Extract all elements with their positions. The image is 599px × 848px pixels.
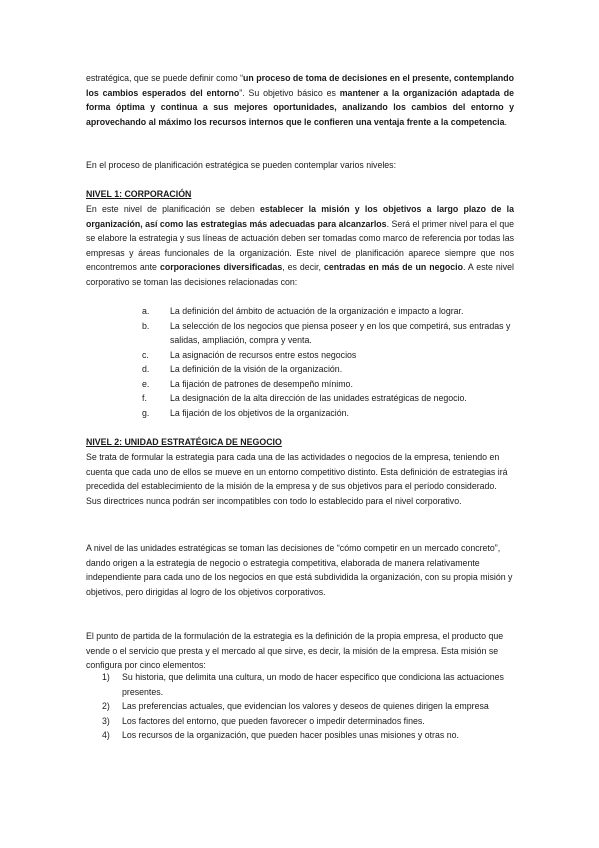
nivel2-paragraph-1: Se trata de formular la estrategia para cada una de las actividades o negocios de la empresa, teniendo en cuenta que cada uno de ellos se mueve en un entorno competitivo distinto. Esta definición de estrategias irá precedida del establecimiento de la misión de la empresa y de sus objetivos para el período considerado. Sus directrices nunca podrán ser incompatibles con todo lo establecido para el nivel corporativo. [86,452,508,506]
nivel2-paragraph-3: El punto de partida de la formulación de la estrategia es la definición de la propia empresa, el producto que vende o el servicio que presta y el mercado al que sirve, es decir, la misión de la empresa. Esta misión se configura por cinco elementos: [86,631,504,670]
list-item: f. La designación de la alta dirección de las unidades estratégicas de negocio. [142,393,467,403]
list-item: 3) Los factores del entorno, que pueden favorecer o impedir determinados fines. [102,715,425,726]
nivel1-decisions-list [142,304,514,420]
list-item: a. La definición del ámbito de actuación de la organización e impacto a lograr. [142,306,464,316]
nivel1-paragraph: En este nivel de planificación se deben establecer la misión y los objetivos a largo plazo de la organización, así como las estrategias más adecuadas para alcanzarlos. Será el primer nivel para el que se elabore la estrategia y sus líneas de actuación deben ser tomadas como marco de referencia por todas las empresas y áreas funcionales de la organización. Este nivel de planificación aparece siempre que nos encontremos ante corporaciones diversificadas, es decir, centradas en más de un negocio. A este nivel corporativo se toman las decisiones relacionadas con: [86,204,514,287]
intro-paragraph: estratégica, que se puede definir como “un proceso de toma de decisiones en el presente, contemplando los cambios esperados del entorno”. Su objetivo básico es mantener a la organización adaptada de forma óptima y continua a sus mejores oportunidades, analizando los cambios del entorno y aprovechando al máximo los recursos internos que le confieren una ventaja frente a la competencia. [86,73,514,127]
list-item: g. La fijación de los objetivos de la organización. [142,407,349,418]
list-item: e. La fijación de patrones de desempeño mínimo. [142,378,353,389]
levels-intro-paragraph: En el proceso de planificación estratégica se pueden contemplar varios niveles: [86,160,397,170]
nivel2-heading: NIVEL 2: UNIDAD ESTRATÉGICA DE NEGOCIO [86,437,282,447]
list-item: d. La definición de la visión de la organización. [142,364,343,374]
list-item: 1) Su historia, que delimita una cultura, un modo de hacer especifico que condiciona las actuaciones presentes. [102,672,504,697]
list-item: c. La asignación de recursos entre estos negocios [142,349,357,360]
list-item: 2) Las preferencias actuales, que evidencian los valores y deseos de quienes dirigen la empresa [102,701,489,711]
list-item: b. La selección de los negocios que piensa poseer y en los que competirá, sus entradas y salidas, ampliación, compra y venta. [142,320,511,345]
mission-elements-list [102,670,514,743]
nivel2-paragraph-2: A nivel de las unidades estratégicas se toman las decisiones de “cómo competir en un mercado concreto”, dando origen a la estrategia de negocio o estrategia competitiva, elaborada de manera relativamente independiente para cada uno de los negocios en que está subdividida la organización, con su propia misión y objetivos, pero dirigidas al logro de los objetivos corporativos. [86,543,513,597]
nivel1-heading: NIVEL 1: CORPORACIÓN [86,189,192,199]
list-item: 4) Los recursos de la organización, que pueden hacer posibles unas misiones y otras no. [102,730,459,740]
